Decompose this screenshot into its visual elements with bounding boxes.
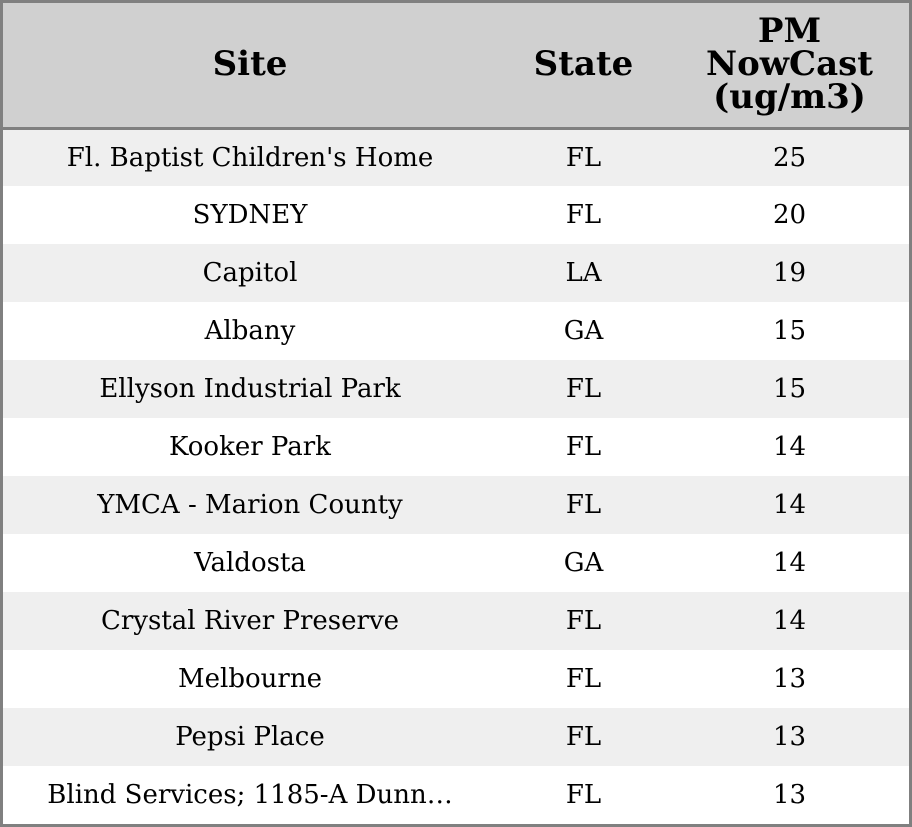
state-cell: FL — [565, 722, 602, 752]
column-header-site: Site — [3, 3, 497, 128]
state-cell: FL — [565, 490, 602, 520]
table-row — [3, 244, 909, 302]
site-cell: Valdosta — [194, 548, 306, 578]
table-row — [3, 186, 909, 244]
pm-value-cell: 13 — [772, 780, 807, 810]
column-header-pm-nowcast — [670, 3, 909, 128]
site-cell: SYDNEY — [192, 200, 308, 230]
table-row — [3, 766, 909, 824]
state-cell: FL — [565, 432, 602, 462]
pm-value-cell: 15 — [772, 316, 807, 346]
site-cell: Melbourne — [178, 664, 322, 694]
pm-value-cell: 14 — [772, 432, 807, 462]
site-cell: Blind Services; 1185-A Dunn… — [47, 780, 453, 810]
state-cell: FL — [565, 142, 602, 173]
pm-value-cell: 15 — [772, 374, 807, 404]
table-row — [3, 128, 909, 186]
table-row — [3, 534, 909, 592]
state-cell: FL — [565, 374, 602, 404]
state-cell: FL — [565, 664, 602, 694]
site-cell: Fl. Baptist Children's Home — [66, 142, 434, 173]
pm-value-cell: 14 — [772, 490, 807, 520]
pm-value-cell: 19 — [772, 258, 807, 288]
state-cell: GA — [563, 316, 604, 346]
table-row — [3, 418, 909, 476]
state-cell: LA — [565, 258, 602, 288]
pm-value-cell: 13 — [772, 722, 807, 752]
site-cell: Albany — [204, 316, 296, 346]
site-cell: Crystal River Preserve — [100, 606, 400, 636]
table-row — [3, 360, 909, 418]
table-row — [3, 592, 909, 650]
pm-value-cell: 14 — [772, 606, 807, 636]
state-cell: GA — [563, 548, 604, 578]
column-header-pm-line-3: (ug/m3) — [713, 77, 866, 118]
table-row — [3, 708, 909, 766]
table-row — [3, 476, 909, 534]
table-row — [3, 302, 909, 360]
header-row — [3, 3, 909, 128]
pm-value-cell: 14 — [772, 548, 807, 578]
pm-value-cell: 25 — [772, 142, 807, 173]
state-cell: FL — [565, 780, 602, 810]
site-cell: Capitol — [202, 258, 298, 288]
state-cell: FL — [565, 606, 602, 636]
site-cell: YMCA - Marion County — [97, 490, 403, 520]
column-header-pm-line-1: PM — [757, 11, 822, 52]
pm-nowcast-table — [3, 3, 909, 824]
pm-value-cell: 13 — [772, 664, 807, 694]
site-cell: Pepsi Place — [175, 722, 325, 752]
column-header-pm-line-2: NowCast — [706, 44, 873, 85]
site-cell: Kooker Park — [169, 432, 331, 462]
table-header — [3, 3, 909, 128]
state-cell: FL — [565, 200, 602, 230]
column-header-state: State — [497, 3, 670, 128]
pm-value-cell: 20 — [772, 200, 807, 230]
site-cell: Ellyson Industrial Park — [99, 374, 401, 404]
table-body — [3, 128, 909, 824]
table-row — [3, 650, 909, 708]
